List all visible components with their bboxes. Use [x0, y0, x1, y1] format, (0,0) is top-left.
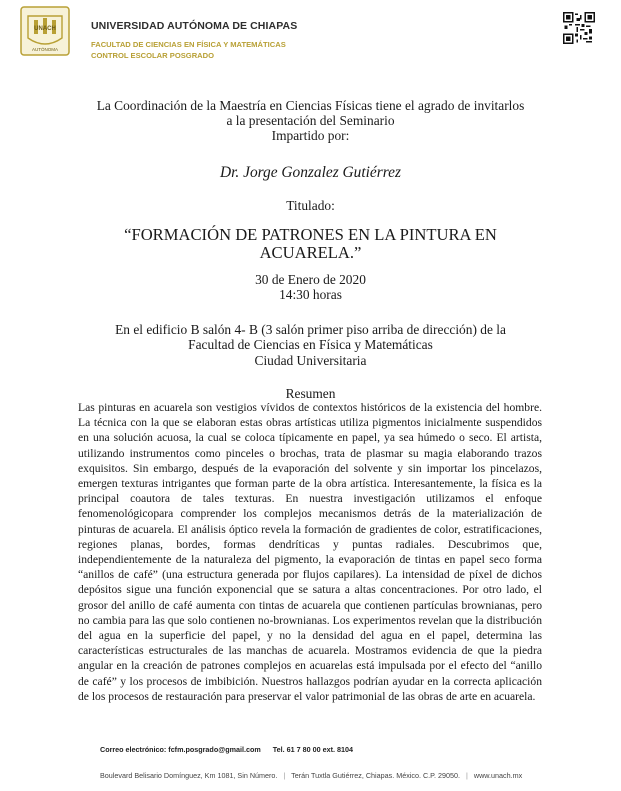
- seminar-title: [0, 226, 621, 262]
- university-seal-icon: [20, 6, 70, 56]
- office-name: CONTROL ESCOLAR POSGRADO: [91, 51, 215, 60]
- invitation-text: [0, 98, 621, 144]
- invitation-line-1: La Coordinación de la Maestría en Ciencias Físicas tiene el agrado de invitarlos: [96, 98, 525, 113]
- contact-email: Correo electrónico: fcfm.posgrado@gmail.com: [100, 745, 261, 754]
- venue-line-3: Ciudad Universitaria: [254, 352, 367, 368]
- faculty-name: FACULTAD DE CIENCIAS EN FÍSICA Y MATEMÁTICAS: [91, 40, 286, 49]
- address-part-1: Boulevard Belisario Domínguez, Km 1081, Sin Número.: [100, 771, 278, 780]
- qr-code-icon: [563, 12, 595, 44]
- speaker-name: Dr. Jorge Gonzalez Gutiérrez: [220, 164, 401, 181]
- contact-info: [100, 745, 353, 754]
- seminar-time: 14:30 horas: [279, 287, 342, 303]
- invitation-line-2: a la presentación del Seminario: [226, 113, 395, 129]
- letterhead: [0, 0, 621, 72]
- seal-motto: AUTÓNOMA: [31, 47, 59, 52]
- address-part-2: Terán Tuxtla Gutiérrez, Chiapas. México. C.P. 29050.: [291, 771, 460, 780]
- seminar-title-line-1: “FORMACIÓN DE PATRONES EN LA PINTURA EN: [124, 225, 497, 244]
- abstract-heading: Resumen: [285, 386, 336, 401]
- seminar-title-line-2: ACUARELA.”: [259, 243, 362, 262]
- seal-text: UNACH: [34, 26, 56, 32]
- seminar-date: 30 de Enero de 2020: [255, 272, 366, 287]
- date-time: [0, 272, 621, 302]
- separator: |: [283, 771, 286, 780]
- venue-line-1: En el edificio B salón 4- B (3 salón primer piso arriba de dirección) de la: [115, 322, 506, 337]
- footer-address: [100, 771, 522, 780]
- contact-phone: Tel. 61 7 80 00 ext. 8104: [272, 745, 353, 754]
- invitation-line-3: Impartido por:: [271, 128, 350, 144]
- abstract-text: Las pinturas en acuarela son vestigios vívidos de contextos históricos de la existencia del hombre. La técnica con la que se elaboran estas obras artísticas utiliza pigmentos inicialmente suspendidos en una solución acuosa, la cual se coloca típicamente en papel, ya sea húmedo o seco. El artista, utilizando instrumentos como pinceles o brochas, trata de plasmar su magia elaborando trazos exquisitos. Sin embargo, después de la evaporación del solvente y sin importar los pincelazos, emergen texturas intrigantes que forman parte de la obra artística. Interesantemente, la física es la principal coautora de tales texturas. En nuestra investigación utilizamos el enfoque fenomenológicopara comprender los complejos mecanismos detrás de la materialización de pinturas de acuarela. El análisis óptico revela la formación de gradientes de color, estratificaciones, regiones planas, bordes, formas dendríticas y puntas radiales. Descubrimos que, independientemente de la naturaleza del pigmento, la evaporación de tintas en papel seco forma “anillos de café” (una estructura generada por flujos capilares). La intensidad de píxel de dichos depósitos sigue una función exponencial que se satura a altas concentraciones. Por otro lado, el grosor del anillo de café aumenta con tintas de acuarela que contienen partículas brownianas, pero no cambia para las que solo contienen no-brownianas. Los experimentos revelan que la distribución del agua en la superficie del papel, y no la densidad del agua en el papel, determina las características estructurales de las manchas de acuarela. Mostramos evidencia de que la piedra angular en la creación de patrones complejos en acuarelas está impulsada por el efecto del “anillo de café” y los procesos de imbibición. Nuestros hallazgos podrían ayudar en la correcta aplicación de los procesos de restauración para preservar el valor patrimonial de las obras de arte en acuarela.: [78, 401, 542, 703]
- university-name: UNIVERSIDAD AUTÓNOMA DE CHIAPAS: [91, 20, 298, 32]
- venue-line-2: Facultad de Ciencias en Física y Matemáticas: [188, 337, 433, 353]
- website-link[interactable]: www.unach.mx: [473, 771, 523, 780]
- separator: |: [466, 771, 468, 780]
- titled-label: Titulado:: [286, 198, 335, 213]
- venue: [0, 322, 621, 368]
